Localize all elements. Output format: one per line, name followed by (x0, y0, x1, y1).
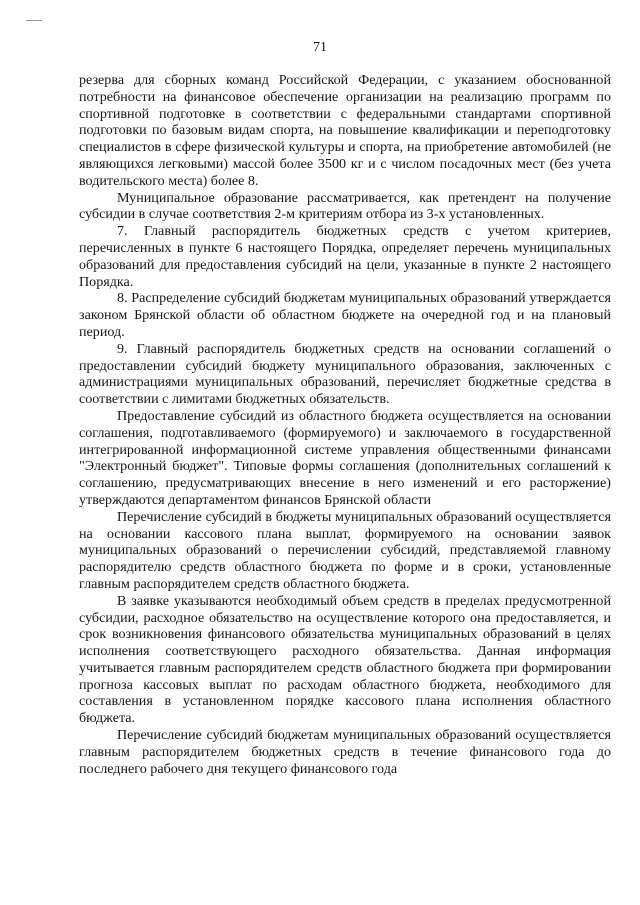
paragraph-application: В заявке указываются необходимый объем средств в пределах предусмотренной субсидии, расходное обязательство на осуществление которого она предоставляется, и срок возникновения финансового обязательства муниципальных образований в целях исполнения соответствующего расходного обязательства. Данная информация учитывается главным распорядителем средств областного бюджета при формировании прогноза кассовых выплат по расходам областного бюджета, необходимого для составления в установленном порядке кассового плана исполнения областного бюджета. (79, 592, 611, 727)
paragraph-continuation: резерва для сборных команд Российской Федерации, с указанием обоснованной потребности на финансовое обеспечение организации на реализацию программ по спортивной подготовке в соответствии с федеральными стандартами спортивной подготовки по базовым видам спорта, на повышение квалификации и переподготовку специалистов в сфере физической культуры и спорта, на приобретение автомобилей (не являющихся легковыми) массой более 3500 кг и с числом посадочных мест (без учета водительского места) более 8. (79, 72, 611, 189)
paragraph-municipal-candidate: Муниципальное образование рассматривается, как претендент на получение субсидии в случае соответствия 2-м критериям отбора из 3-х установленных. (79, 189, 611, 223)
page-number: 71 (313, 40, 327, 55)
paragraph-agreement: Предоставление субсидий из областного бюджета осуществляется на основании соглашения, подготавливаемого (формируемого) и заключаемого в государственной интегрированной информационной системе управления общественными финансами "Электронный бюджет". Типовые формы соглашения (дополнительных соглашений к соглашению, предусматривающих внесение в него изменений и его расторжение) утверждаются департаментом финансов Брянской области (79, 407, 611, 508)
paragraph-item-7: 7. Главный распорядитель бюджетных средств с учетом критериев, перечисленных в пункте 6 настоящего Порядка, определяет перечень муниципальных образований для предоставления субсидий на цели, указанные в пункте 2 настоящего Порядка. (79, 223, 611, 290)
paragraph-item-9: 9. Главный распорядитель бюджетных средств на основании соглашений о предоставлении субсидий бюджету муниципального образования, заключенных с администрациями муниципальных образований, перечисляет бюджетные средства в соответствии с лимитами бюджетных обязательств. (79, 340, 611, 408)
paragraph-transfer-plan: Перечисление субсидий в бюджеты муниципальных образований осуществляется на основании кассового плана выплат, формируемого на основании заявок муниципальных образований о перечислении субсидий, представляемой главному распорядителю средств областного бюджета по форме и в сроки, установленные главным распорядителем средств областного бюджета. (79, 508, 611, 592)
body-text (79, 72, 611, 777)
paragraph-transfer-deadline: Перечисление субсидий бюджетам муниципальных образований осуществляется главным распорядителем бюджетных средств в течение финансового года до последнего рабочего дня текущего финансового года (79, 727, 611, 777)
paragraph-item-8: 8. Распределение субсидий бюджетам муниципальных образований утверждается законом Брянской области об областном бюджете на очередной год и на плановый период. (79, 290, 611, 340)
scan-mark (26, 20, 42, 21)
